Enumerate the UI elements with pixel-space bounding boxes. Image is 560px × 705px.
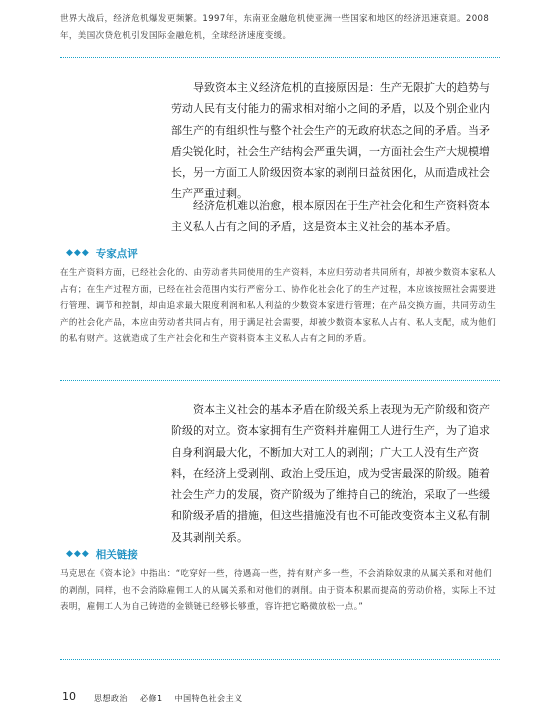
running-footer xyxy=(94,693,243,704)
related-links-header xyxy=(66,546,138,562)
main-paragraph-1: 导致资本主义经济危机的直接原因是：生产无限扩大的趋势与劳动人民有支付能力的需求相对缩小之间的矛盾，以及个别企业内部生产的有组织性与整个社会生产的无政府状态之间的矛盾。当矛盾尖锐化时，社会生产结构会严重失调，一方面社会生产大规模增长，另一方面工人阶级因资本家的剥削日益贫困化，从而造成社会生产严重过剩。 xyxy=(171,81,490,201)
divider xyxy=(60,659,500,660)
section-title: 专家点评 xyxy=(95,247,138,260)
main-paragraph-3: 资本主义社会的基本矛盾在阶级关系上表现为无产阶级和资产阶级的对立。资本家拥有生产资料并雇佣工人进行生产，为了追求自身利润最大化，不断加大对工人的剥削；广大工人没有生产资料，在经济上受剥削、政治上受压迫，成为受害最深的阶级。随着社会生产力的发展，资产阶级为了维持自己的统治，采取了一些缓和阶级矛盾的措施，但这些措施没有也不可能改变资本主义私有制及其剥削关系。 xyxy=(171,403,490,544)
diamond-bullets-icon: ◆◆◆ xyxy=(66,549,90,559)
section-title: 相关链接 xyxy=(95,548,138,561)
top-paragraph: 世界大战后，经济危机爆发更频繁。1997年，东南亚金融危机使亚洲一些国家和地区的经济迅速衰退。2008年，美国次贷危机引发国际金融危机，全球经济速度变缓。 xyxy=(60,14,490,41)
page-number: 10 xyxy=(62,690,76,703)
related-links-text: 马克思在《资本论》中指出：“吃穿好一些，待遇高一些，持有财产多一些，不会消除奴隶的从属关系和对他们的剥削，同样，也不会消除雇佣工人的从属关系和对他们的剥削。由于资本积累而提高的劳动价格，实际上不过表明，雇佣工人为自己铸造的金锁链已经够长够重，容许把它略微放松一点。” xyxy=(60,569,497,612)
diamond-bullets-icon: ◆◆◆ xyxy=(66,248,90,258)
volume-name: 必修1 xyxy=(140,694,163,703)
main-paragraph-2: 经济危机难以治愈，根本原因在于生产社会化和生产资料资本主义私人占有之间的矛盾，这是资本主义社会的基本矛盾。 xyxy=(171,199,490,234)
book-title: 中国特色社会主义 xyxy=(174,694,243,703)
divider xyxy=(60,57,500,58)
expert-review-header xyxy=(66,245,138,261)
book-name: 思想政治 xyxy=(94,694,128,703)
expert-review-text: 在生产资料方面，已经社会化的、由劳动者共同使用的生产资料，本应归劳动者共同所有，却被少数资本家私人占有；在生产过程方面，已经在社会范围内实行严密分工、协作化社会化了的生产过程，本应该按照社会需要进行管理、调节和控制，却由追求最大限度利润和私人利益的少数资本家进行管理；在产品交换方面，共同劳动生产的社会化产品，本应由劳动者共同占有，用于满足社会需要，却被少数资本家私人占有、私人支配，成为他们的私有财产。这就造成了生产社会化和生产资料资本主义私人占有之间的矛盾。 xyxy=(60,268,497,344)
divider xyxy=(60,380,500,381)
